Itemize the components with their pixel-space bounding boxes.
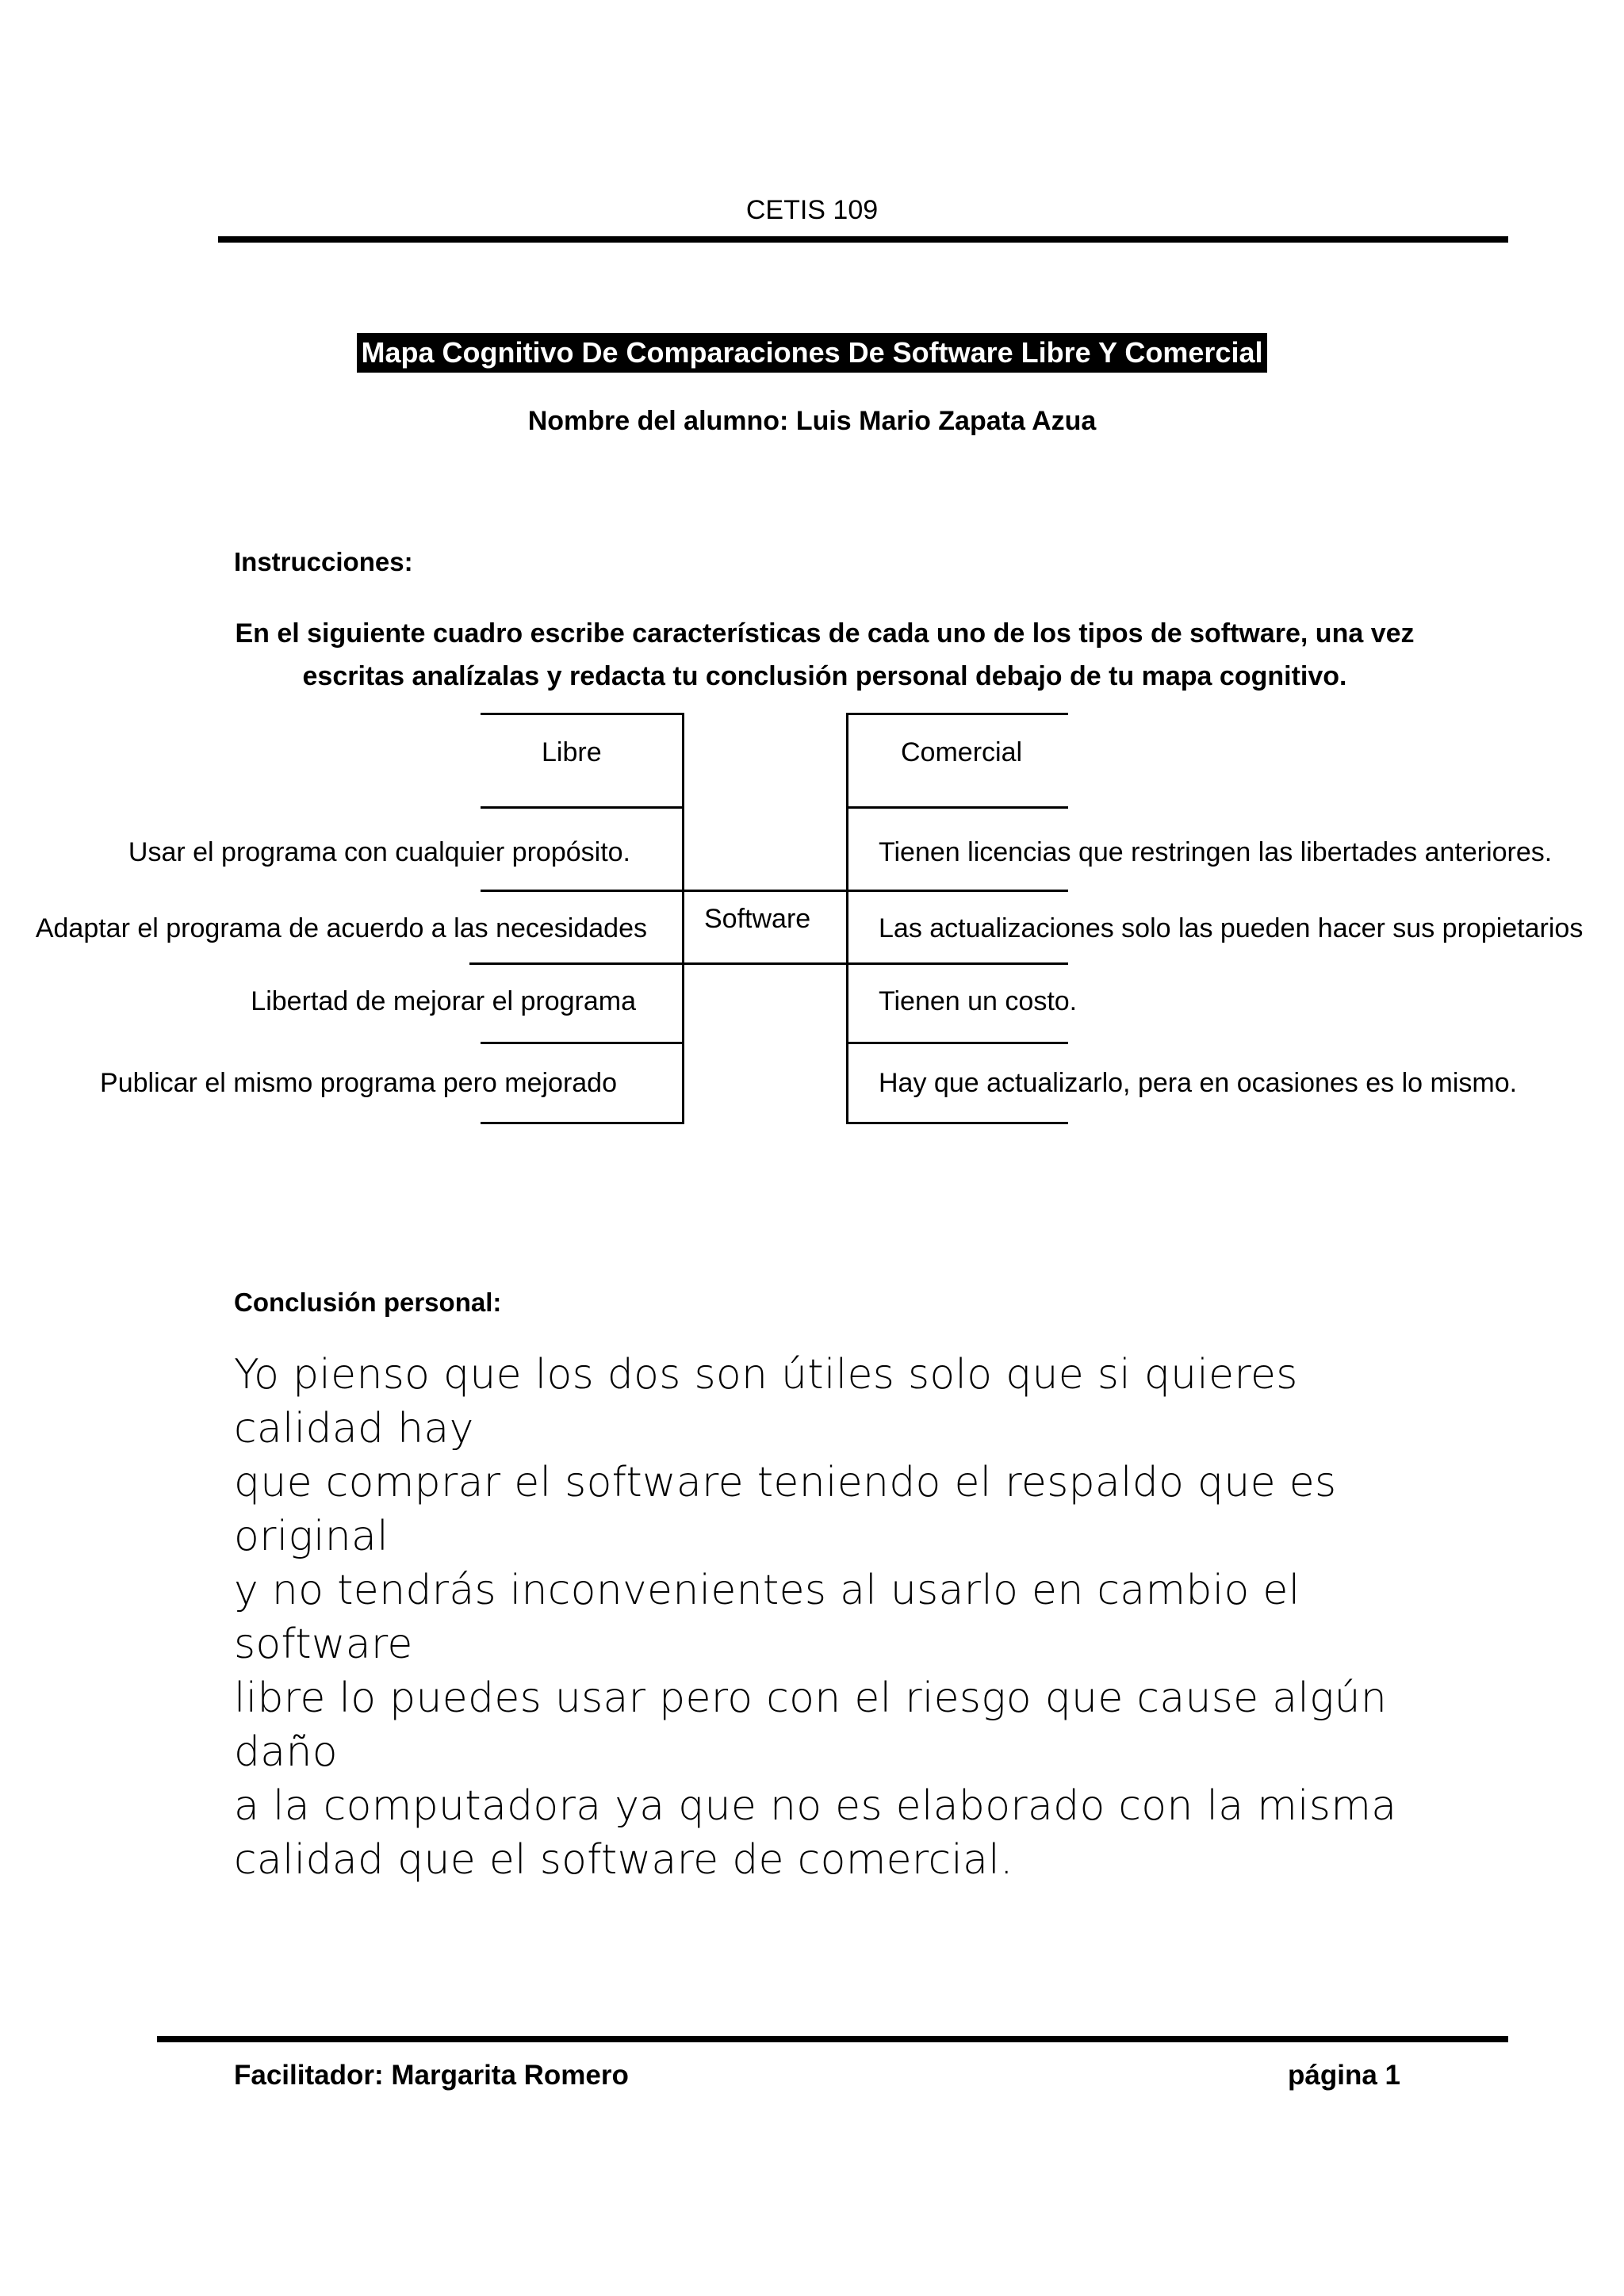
center-label: Software [704, 904, 811, 934]
student-name: Nombre del alumno: Luis Mario Zapata Azua [527, 406, 1097, 436]
comercial-heading: Comercial [901, 737, 1023, 767]
instructions-label: Instrucciones: [234, 547, 413, 576]
conclusion-label: Conclusión personal: [234, 1288, 502, 1317]
comercial-vertical-line [846, 713, 848, 1123]
header-rule [218, 236, 1508, 243]
libre-bottom-line [481, 1122, 684, 1124]
center-top-line [682, 890, 848, 892]
conclusion-line-5: a la computadora ya que no es elaborado con la misma [234, 1782, 1397, 1830]
instructions-line-2: escritas analízalas y redacta tu conclusión personal debajo de tu mapa cognitivo. [302, 661, 1347, 691]
conclusion-line-6: calidad que el software de comercial. [234, 1836, 1013, 1884]
comercial-item-4: Hay que actualizarlo, pera en ocasiones es lo mismo. [879, 1068, 1518, 1098]
comercial-line-1 [846, 806, 1068, 809]
libre-top-line [481, 713, 684, 715]
comercial-bottom-line [846, 1122, 1068, 1124]
footer-page-number: página 1 [1288, 2060, 1400, 2091]
libre-line-1 [481, 806, 684, 809]
instructions-text [174, 612, 1475, 698]
libre-line-3 [469, 962, 684, 965]
footer-rule [157, 2036, 1508, 2042]
footer-facilitator: Facilitador: Margarita Romero [234, 2060, 629, 2091]
libre-item-3: Libertad de mejorar el programa [251, 986, 636, 1016]
comercial-line-3 [846, 962, 1068, 965]
libre-heading: Libre [542, 737, 602, 767]
libre-line-2 [481, 890, 684, 892]
libre-vertical-line [682, 713, 684, 1123]
comercial-line-2 [846, 890, 1068, 892]
comercial-item-1: Tienen licencias que restringen las libertades anteriores. [879, 837, 1553, 867]
libre-line-4 [481, 1042, 684, 1044]
conclusion-line-2: que comprar el software teniendo el respaldo que es original [234, 1459, 1337, 1560]
instructions-line-1: En el siguiente cuadro escribe características de cada uno de los tipos de software, una vez [235, 618, 1415, 649]
comercial-top-line [846, 713, 1068, 715]
conclusion-line-1: Yo pienso que los dos son útiles solo que si quieres calidad hay [234, 1351, 1298, 1452]
conclusion-text [234, 1348, 1439, 1887]
libre-item-2: Adaptar el programa de acuerdo a las necesidades [35, 913, 647, 943]
conclusion-line-3: y no tendrás inconvenientes al usarlo en cambio el software [234, 1567, 1300, 1668]
comercial-line-4 [846, 1042, 1068, 1044]
conclusion-line-4: libre lo puedes usar pero con el riesgo que cause algún daño [234, 1674, 1388, 1776]
libre-item-4: Publicar el mismo programa pero mejorado [100, 1068, 617, 1098]
comercial-item-2: Las actualizaciones solo las pueden hacer sus propietarios [879, 913, 1584, 943]
document-title: Mapa Cognitivo De Comparaciones De Software Libre Y Comercial [357, 333, 1268, 373]
school-header: CETIS 109 [745, 195, 879, 225]
comercial-item-3: Tienen un costo. [879, 986, 1078, 1016]
libre-item-1: Usar el programa con cualquier propósito. [128, 837, 630, 867]
title-wrap [0, 333, 1624, 373]
center-bottom-line [682, 962, 848, 965]
